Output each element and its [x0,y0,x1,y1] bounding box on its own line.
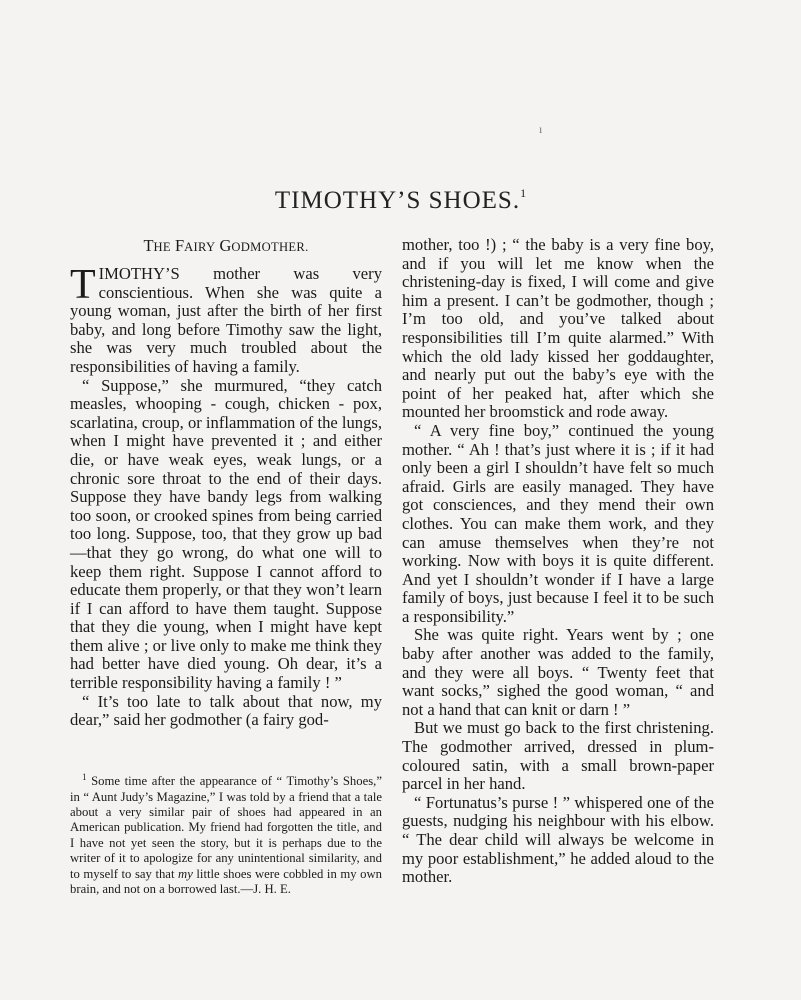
paragraph: mother, too !) ; “ the baby is a very fine boy, and if you will let me know when the christening-day is fixed, I will come and give him a present. I can’t be godmother, though ; I’m too old, and you’ve talked about responsibilities till I’m quite alarmed.” With which the old lady kissed her goddaughter, and nearly put out the baby’s eye with the point of her peaked hat, after which she mounted her broomstick and rode away. [402,235,714,422]
paragraph: But we must go back to the first christening. The godmother arrived, dressed in plum-coloured satin, with a small brown-paper parcel in her hand. [402,718,714,794]
paragraph: She was quite right. Years went by ; one baby after another was added to the family, and they were all boys. “ Twenty feet that want socks,” sighed the good woman, “ and not a hand that can knit or darn ! ” [402,625,714,719]
heading-smallcaps: AIRY [184,240,216,254]
paragraph [70,262,382,377]
paragraph: “ A very fine boy,” continued the young mother. “ Ah ! that’s just where it is ; if it had only been a girl I shouldn’t have felt so much afraid. Girls are easily managed. They have got consciences, and they mend their own clothes. You can make them work, and they can amuse themselves when they’re not working. Now with boys it is quite different. And yet I shouldn’t wonder if I have a large family of boys, just because I feel it to be such a responsibility.” [402,420,714,626]
right-column [402,236,714,887]
paragraph-text: IMOTHY’S mother was very conscientious. When she was quite a young woman, just after the birth of her first baby, and long before Timothy saw the light, she was very much troubled about the responsibilities of having a family. [70,264,382,376]
footnote-paragraph [70,770,382,897]
paragraph: “ It’s too late to talk about that now, my dear,” said her godmother (a fairy god- [70,691,382,730]
paragraph: “ Suppose,” she murmured, “they catch measles, whooping - cough, chicken - pox, scarlatina, croup, or inflammation of the lungs, when I might have prevented it ; and either die, or have weak eyes, weak lungs, or a chronic sore throat to the end of their days. Suppose they have bandy legs from walking too soon, or crooked spines from being carried too long. Suppose, too, that they grow up bad—that they go wrong, do what one will to keep them right. Suppose I cannot afford to educate them properly, or that they won’t learn if I can afford to have them taught. Suppose that they die young, when I might have kept them alive ; or live only to make me think they had better have died young. Oh dear, it’s a terrible responsibility having a family ! ” [70,375,382,693]
footnote-marker: 1 [82,772,87,782]
chapter-title-text: TIMOTHY’S SHOES. [274,187,521,214]
heading-initial: F [174,236,185,255]
section-heading [70,236,382,257]
heading-initial: G [219,236,232,255]
footnote-text: little shoes were cobbled in my own brain, and not on a borrowed last.—J. H. E. [70,866,382,897]
footnote-ref: 1 [520,186,527,200]
drop-cap: T [70,262,96,308]
print-speck: ı [539,122,543,136]
heading-smallcaps: ODMOTHER. [231,240,309,254]
paragraph: “ Fortunatus’s purse ! ” whispered one of the guests, nudging his neighbour with his elbow. “ The dear child will always be welcome in my poor establishment,” he added aloud to the mother. [402,792,714,887]
heading-smallcaps: HE [153,240,171,254]
footnote-italic: my [178,866,193,881]
chapter-title [0,186,801,215]
footnote-text: Some time after the appearance of “ Timothy’s Shoes,” in “ Aunt Judy’s Magazine,” I was told by a friend that a tale about a very similar pair of shoes had appeared in an American publication. My friend had forgotten the title, and I have not yet seen the story, but it is perhaps due to the writer of it to apologize for any unintentional similarity, and to myself to say that [70,774,382,881]
footnote [70,770,382,897]
heading-initial: T [143,236,154,255]
left-column [70,236,382,730]
